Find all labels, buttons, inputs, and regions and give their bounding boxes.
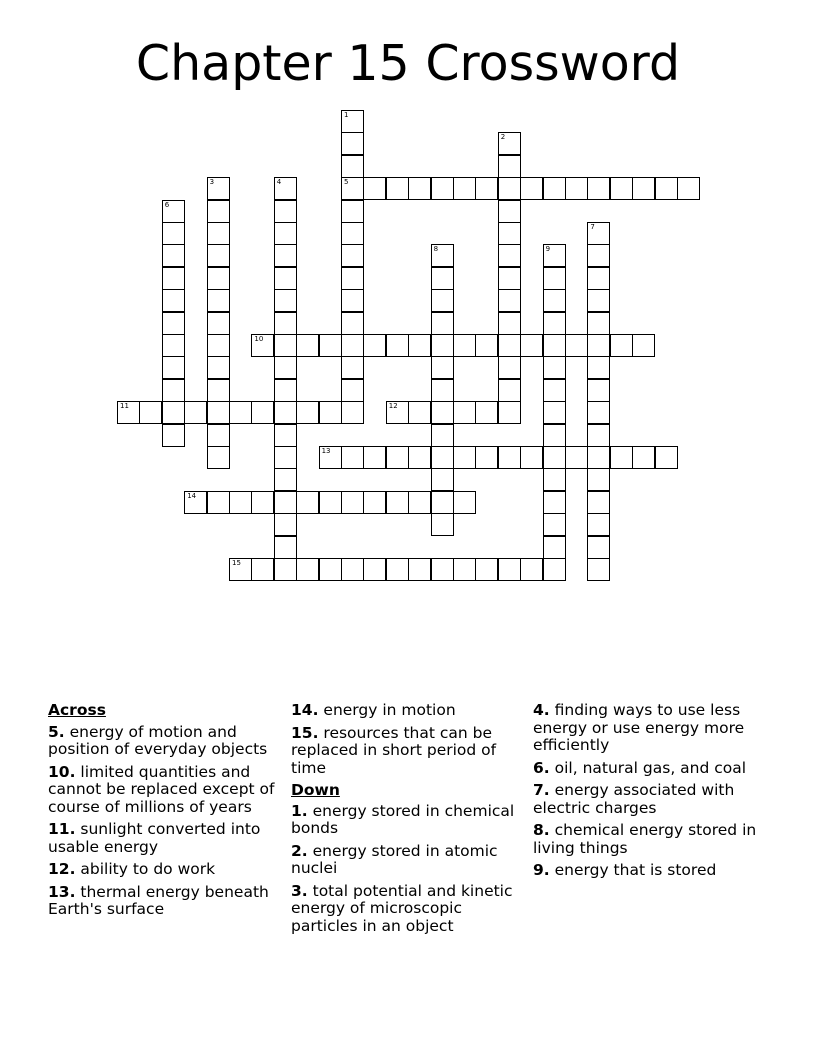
grid-cell[interactable] [207, 401, 230, 424]
grid-cell[interactable] [498, 267, 521, 290]
grid-cell[interactable] [431, 491, 454, 514]
clue-across-12 [48, 861, 284, 879]
clues-column-2 [291, 700, 527, 940]
grid-cell[interactable] [341, 289, 364, 312]
clue-number: 4. [533, 701, 550, 719]
grid-cell[interactable] [341, 356, 364, 379]
clue-across-13 [48, 884, 284, 919]
grid-cell[interactable] [162, 356, 185, 379]
grid-cell[interactable] [632, 446, 655, 469]
grid-cell[interactable] [274, 446, 297, 469]
grid-cell[interactable] [229, 558, 252, 581]
grid-cell[interactable] [274, 424, 297, 447]
clue-down-7 [533, 782, 769, 817]
clue-number: 11. [48, 820, 76, 838]
cell-number: 15 [232, 559, 241, 567]
clue-down-3 [291, 883, 527, 936]
grid-cell[interactable] [498, 356, 521, 379]
grid-cell[interactable] [431, 513, 454, 536]
grid-cell[interactable] [453, 558, 476, 581]
grid-cell[interactable] [251, 558, 274, 581]
clue-text: oil, natural gas, and coal [554, 758, 747, 777]
grid-cell[interactable] [520, 446, 543, 469]
grid-cell[interactable] [431, 356, 454, 379]
grid-cell[interactable] [543, 491, 566, 514]
grid-cell[interactable] [587, 424, 610, 447]
grid-cell[interactable] [431, 424, 454, 447]
grid-cell[interactable] [565, 446, 588, 469]
grid-cell[interactable] [251, 334, 274, 357]
clue-number: 7. [533, 781, 550, 799]
grid-cell[interactable] [543, 356, 566, 379]
grid-cell[interactable] [363, 177, 386, 200]
grid-cell[interactable] [520, 334, 543, 357]
clue-number: 5. [48, 722, 65, 741]
grid-cell[interactable] [386, 446, 409, 469]
grid-cell[interactable] [207, 200, 230, 223]
grid-cell[interactable] [162, 200, 185, 223]
grid-cell[interactable] [274, 177, 297, 200]
grid-cell[interactable] [543, 312, 566, 335]
clue-text: finding ways to use less energy or use energy more efficiently [533, 701, 745, 754]
grid-cell[interactable] [543, 334, 566, 357]
grid-cell[interactable] [274, 513, 297, 536]
grid-cell[interactable] [453, 334, 476, 357]
grid-cell[interactable] [386, 334, 409, 357]
grid-cell[interactable] [543, 424, 566, 447]
grid-cell[interactable] [319, 334, 342, 357]
grid-cell[interactable] [498, 289, 521, 312]
grid-cell[interactable] [363, 491, 386, 514]
grid-cell[interactable] [431, 401, 454, 424]
grid-cell[interactable] [341, 177, 364, 200]
grid-cell[interactable] [207, 379, 230, 402]
grid-cell[interactable] [587, 244, 610, 267]
grid-cell[interactable] [543, 244, 566, 267]
grid-cell[interactable] [498, 177, 521, 200]
clue-text: thermal energy beneath Earth's surface [48, 882, 269, 918]
grid-cell[interactable] [319, 558, 342, 581]
grid-cell[interactable] [162, 334, 185, 357]
grid-cell[interactable] [341, 558, 364, 581]
clue-text: ability to do work [80, 860, 216, 878]
grid-cell[interactable] [475, 446, 498, 469]
down-heading: Down [291, 781, 340, 799]
clue-number: 15. [291, 723, 319, 742]
grid-cell[interactable] [207, 424, 230, 447]
grid-cell[interactable] [341, 401, 364, 424]
clue-down-6 [533, 760, 769, 778]
clue-number: 2. [291, 841, 308, 860]
grid-cell[interactable] [498, 334, 521, 357]
grid-cell[interactable] [363, 446, 386, 469]
grid-cell[interactable] [431, 334, 454, 357]
cell-number: 5 [344, 178, 349, 187]
grid-cell[interactable] [498, 312, 521, 335]
grid-cell[interactable] [408, 446, 431, 469]
grid-cell[interactable] [587, 468, 610, 491]
grid-cell[interactable] [587, 334, 610, 357]
clue-across-15 [291, 725, 527, 778]
grid-cell[interactable] [274, 379, 297, 402]
grid-cell[interactable] [543, 379, 566, 402]
grid-cell[interactable] [274, 312, 297, 335]
grid-cell[interactable] [543, 558, 566, 581]
clue-text: energy stored in chemical bonds [291, 801, 515, 837]
grid-cell[interactable] [207, 334, 230, 357]
clue-down-8 [533, 822, 769, 857]
grid-cell[interactable] [565, 334, 588, 357]
grid-cell[interactable] [655, 177, 678, 200]
grid-cell[interactable] [453, 446, 476, 469]
grid-cell[interactable] [274, 491, 297, 514]
page-title: Chapter 15 Crossword [135, 35, 681, 92]
grid-cell[interactable] [587, 401, 610, 424]
grid-cell[interactable] [341, 200, 364, 223]
grid-cell[interactable] [431, 244, 454, 267]
grid-cell[interactable] [341, 312, 364, 335]
grid-cell[interactable] [587, 289, 610, 312]
clue-number: 13. [48, 882, 76, 901]
clue-down-2 [291, 843, 527, 878]
grid-cell[interactable] [587, 379, 610, 402]
grid-cell[interactable] [341, 110, 364, 133]
clue-across-11 [48, 821, 284, 856]
grid-cell[interactable] [543, 177, 566, 200]
grid-cell[interactable] [431, 468, 454, 491]
grid-cell[interactable] [319, 446, 342, 469]
cell-number: 1 [344, 111, 349, 119]
cell-number: 4 [276, 178, 282, 187]
grid-cell[interactable] [296, 558, 319, 581]
grid-cell[interactable] [520, 177, 543, 200]
grid-cell[interactable] [207, 289, 230, 312]
grid-cell[interactable] [498, 222, 521, 245]
grid-cell[interactable] [207, 177, 230, 200]
grid-cell[interactable] [207, 244, 230, 267]
grid-cell[interactable] [431, 558, 454, 581]
clue-text: resources that can be replaced in short period of time [291, 723, 497, 777]
grid-cell[interactable] [408, 177, 431, 200]
cell-number: 10 [254, 335, 264, 343]
clue-number: 14. [291, 701, 319, 719]
grid-cell[interactable] [475, 334, 498, 357]
grid-cell[interactable] [274, 244, 297, 267]
grid-cell[interactable] [184, 491, 207, 514]
clue-text: limited quantities and cannot be replaced except of course of millions of years [48, 762, 275, 816]
clue-number: 10. [48, 762, 76, 781]
clue-number: 6. [533, 758, 550, 777]
grid-cell[interactable] [341, 446, 364, 469]
grid-cell[interactable] [341, 491, 364, 514]
grid-cell[interactable] [587, 267, 610, 290]
clue-down-4 [533, 702, 769, 755]
grid-cell[interactable] [184, 401, 207, 424]
grid-cell[interactable] [498, 244, 521, 267]
clue-number: 1. [291, 801, 308, 820]
grid-cell[interactable] [162, 401, 185, 424]
grid-cell[interactable] [274, 200, 297, 223]
grid-cell[interactable] [162, 222, 185, 245]
grid-cell[interactable] [475, 401, 498, 424]
clue-across-14 [291, 702, 527, 720]
grid-cell[interactable] [587, 536, 610, 559]
grid-cell[interactable] [543, 446, 566, 469]
grid-cell[interactable] [341, 132, 364, 155]
clue-text: energy associated with electric charges [533, 781, 735, 817]
clue-across-5 [48, 724, 284, 759]
grid-cell[interactable] [341, 222, 364, 245]
grid-cell[interactable] [117, 401, 140, 424]
grid-cell[interactable] [408, 558, 431, 581]
grid-cell[interactable] [207, 312, 230, 335]
grid-cell[interactable] [162, 424, 185, 447]
grid-cell[interactable] [498, 132, 521, 155]
grid-cell[interactable] [251, 401, 274, 424]
cell-number: 8 [433, 245, 439, 254]
clue-text: sunlight converted into usable energy [48, 820, 261, 856]
clue-down-1 [291, 803, 527, 838]
grid-cell[interactable] [274, 468, 297, 491]
grid-cell[interactable] [319, 491, 342, 514]
grid-cell[interactable] [498, 401, 521, 424]
grid-cell[interactable] [274, 222, 297, 245]
grid-cell[interactable] [408, 334, 431, 357]
grid-cell[interactable] [610, 446, 633, 469]
grid-cell[interactable] [296, 401, 319, 424]
grid-cell[interactable] [431, 379, 454, 402]
grid-cell[interactable] [229, 401, 252, 424]
clue-text: chemical energy stored in living things [533, 821, 757, 857]
clue-text: energy that is stored [554, 861, 717, 879]
clue-text: energy of motion and position of everyday objects [48, 722, 268, 758]
grid-cell[interactable] [207, 446, 230, 469]
grid-cell[interactable] [274, 289, 297, 312]
cell-number: 12 [388, 402, 398, 411]
grid-cell[interactable] [475, 558, 498, 581]
grid-cell[interactable] [543, 513, 566, 536]
grid-cell[interactable] [475, 177, 498, 200]
grid-cell[interactable] [565, 177, 588, 200]
grid-cell[interactable] [162, 379, 185, 402]
grid-cell[interactable] [139, 401, 162, 424]
grid-cell[interactable] [498, 155, 521, 178]
grid-cell[interactable] [498, 446, 521, 469]
grid-cell[interactable] [274, 267, 297, 290]
grid-cell[interactable] [296, 334, 319, 357]
clues-column-1 [48, 700, 284, 924]
grid-cell[interactable] [543, 468, 566, 491]
clues-column-3 [533, 700, 769, 885]
grid-cell[interactable] [229, 491, 252, 514]
clue-number: 9. [533, 861, 550, 879]
grid-cell[interactable] [274, 356, 297, 379]
grid-cell[interactable] [162, 289, 185, 312]
clue-across-10 [48, 764, 284, 817]
grid-cell[interactable] [431, 446, 454, 469]
grid-cell[interactable] [274, 536, 297, 559]
grid-cell[interactable] [543, 536, 566, 559]
grid-cell[interactable] [162, 267, 185, 290]
cell-number: 6 [164, 200, 170, 209]
clue-text: energy in motion [323, 701, 456, 719]
grid-cell[interactable] [341, 334, 364, 357]
grid-cell[interactable] [587, 558, 610, 581]
grid-cell[interactable] [207, 222, 230, 245]
grid-cell[interactable] [251, 491, 274, 514]
grid-cell[interactable] [498, 558, 521, 581]
grid-cell[interactable] [543, 289, 566, 312]
clue-text: total potential and kinetic energy of microscopic particles in an object [291, 881, 513, 935]
clue-number: 3. [291, 881, 308, 900]
grid-cell[interactable] [543, 267, 566, 290]
cell-number: 11 [120, 402, 129, 411]
grid-cell[interactable] [162, 244, 185, 267]
grid-cell[interactable] [431, 267, 454, 290]
grid-cell[interactable] [520, 558, 543, 581]
grid-cell[interactable] [274, 334, 297, 357]
grid-cell[interactable] [431, 312, 454, 335]
grid-cell[interactable] [677, 177, 700, 200]
clue-text: energy stored in atomic nuclei [291, 841, 498, 877]
grid-cell[interactable] [587, 491, 610, 514]
grid-cell[interactable] [386, 491, 409, 514]
grid-cell[interactable] [632, 334, 655, 357]
grid-cell[interactable] [498, 379, 521, 402]
grid-cell[interactable] [587, 177, 610, 200]
across-heading: Across [48, 701, 106, 719]
grid-cell[interactable] [386, 401, 409, 424]
grid-cell[interactable] [386, 177, 409, 200]
grid-cell[interactable] [341, 379, 364, 402]
cell-number: 9 [545, 245, 551, 254]
grid-cell[interactable] [341, 244, 364, 267]
grid-cell[interactable] [453, 177, 476, 200]
grid-cell[interactable] [341, 267, 364, 290]
grid-cell[interactable] [207, 267, 230, 290]
grid-cell[interactable] [274, 558, 297, 581]
grid-cell[interactable] [632, 177, 655, 200]
cell-number: 7 [590, 223, 595, 231]
grid-cell[interactable] [587, 312, 610, 335]
grid-cell[interactable] [162, 312, 185, 335]
grid-cell[interactable] [587, 222, 610, 245]
cell-number: 3 [209, 178, 215, 187]
grid-cell[interactable] [408, 401, 431, 424]
grid-cell[interactable] [363, 558, 386, 581]
grid-cell[interactable] [386, 558, 409, 581]
cell-number: 2 [500, 133, 506, 142]
grid-cell[interactable] [543, 401, 566, 424]
grid-cell[interactable] [363, 334, 386, 357]
cell-number: 13 [321, 447, 331, 455]
grid-cell[interactable] [453, 401, 476, 424]
grid-cell[interactable] [341, 155, 364, 178]
cell-number: 14 [187, 491, 197, 500]
grid-cell[interactable] [610, 177, 633, 200]
grid-cell[interactable] [431, 289, 454, 312]
grid-cell[interactable] [453, 491, 476, 514]
clue-number: 8. [533, 821, 550, 839]
clue-number: 12. [48, 860, 76, 878]
grid-cell[interactable] [431, 177, 454, 200]
grid-cell[interactable] [610, 334, 633, 357]
grid-cell[interactable] [274, 401, 297, 424]
grid-cell[interactable] [207, 356, 230, 379]
grid-cell[interactable] [296, 491, 319, 514]
grid-cell[interactable] [207, 491, 230, 514]
grid-cell[interactable] [587, 446, 610, 469]
grid-cell[interactable] [655, 446, 678, 469]
grid-cell[interactable] [587, 513, 610, 536]
grid-cell[interactable] [319, 401, 342, 424]
grid-cell[interactable] [408, 491, 431, 514]
clue-down-9 [533, 862, 769, 880]
grid-cell[interactable] [498, 200, 521, 223]
grid-cell[interactable] [587, 356, 610, 379]
